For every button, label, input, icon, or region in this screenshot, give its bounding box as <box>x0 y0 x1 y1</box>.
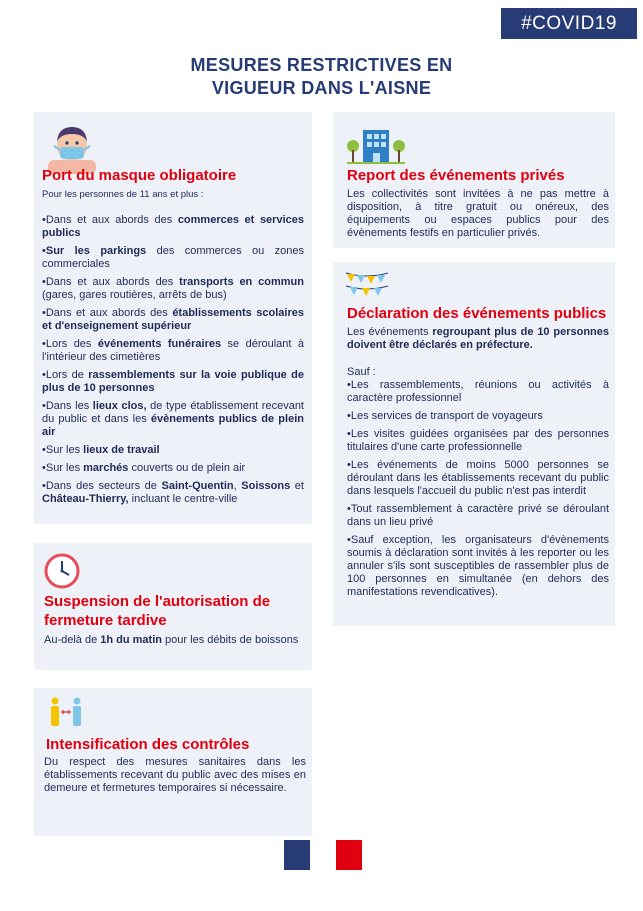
logo-blue-band <box>284 840 310 870</box>
list-item: • Sur les marchés couverts ou de plein air <box>42 462 304 475</box>
public-events-card <box>333 262 615 626</box>
controls-card <box>34 688 312 836</box>
list-item: • Les événements de moins 5000 personnes se déroulant dans les établissements recevant du public dans lesquels l'accueil du public n'est pas interdit <box>347 459 609 498</box>
closing-card <box>34 543 312 670</box>
list-item: • Tout rassemblement à caractère privé se déroulant dans un lieu privé <box>347 503 609 529</box>
list-item: • Lors des événements funéraires se déroulant à l'intérieur des cimetières <box>42 338 304 364</box>
list-item: • Les visites guidées organisées par des personnes titulaires d'une carte professionnelle <box>347 428 609 454</box>
logo-white-band <box>310 840 336 870</box>
clock-icon <box>44 553 80 589</box>
mask-list <box>42 214 304 511</box>
page-title <box>0 54 643 100</box>
controls-text: Du respect des mesures sanitaires dans les établissements recevant du public avec des mises en demeure et fermetures temporaires si nécessaire. <box>44 756 306 794</box>
list-item: • Sur les lieux de travail <box>42 444 304 457</box>
list-item: • Dans et aux abords des établissements scolaires et d'enseignement supérieur <box>42 307 304 333</box>
page-title-line2: VIGUEUR DANS L'AISNE <box>211 78 432 98</box>
mask-title: Port du masque obligatoire <box>42 167 237 184</box>
controls-title: Intensification des contrôles <box>46 736 250 753</box>
distancing-icon <box>48 696 84 728</box>
list-item: • Les rassemblements, réunions ou activités à caractère professionnel <box>347 379 609 405</box>
covid19-tag: #COVID19 <box>501 8 637 39</box>
bunting-icon <box>345 270 389 298</box>
public-events-sauf: Sauf : <box>347 366 376 378</box>
list-item: • Les services de transport de voyageurs <box>347 410 609 423</box>
building-icon <box>345 126 407 164</box>
list-item: • Dans et aux abords des commerces et services publics <box>42 214 304 240</box>
list-item: • Dans et aux abords des transports en commun (gares, gares routières, arrêts de bus) <box>42 276 304 302</box>
page-title-line1: MESURES RESTRICTIVES EN <box>190 55 453 75</box>
closing-title: Suspension de l'autorisation de fermeture tardive <box>44 593 271 629</box>
logo-red-band <box>336 840 362 870</box>
private-events-card <box>333 112 615 248</box>
private-events-text: Les collectivités sont invitées à ne pas mettre à disposition, à titre gratuit ou onéreux, des équipements ou espaces publics pour des évènements festifs en particulier privés. <box>347 188 609 239</box>
closing-text: Au-delà de 1h du matin pour les débits de boissons <box>44 634 299 646</box>
public-events-intro: Les événements regroupant plus de 10 personnes doivent être déclarés en préfecture. <box>347 326 610 351</box>
public-events-list <box>347 379 609 604</box>
list-item: • Sauf exception, les organisateurs d'évènements soumis à déclaration sont invités à les reporter ou les annuler s'ils sont susceptibles de rassembler plus de 100 personnes en simultanée (en dehors des manifestations revendicatives). <box>347 534 609 599</box>
list-item: • Sur les parkings des commerces ou zones commerciales <box>42 245 304 271</box>
list-item: • Dans des secteurs de Saint-Quentin, Soissons et Château-Thierry, incluant le centre-ville <box>42 480 304 506</box>
public-events-title: Déclaration des événements publics <box>347 305 607 322</box>
list-item: • Dans les lieux clos, de type établissement recevant du public et dans les évènements publics de plein air <box>42 400 304 439</box>
list-item: • Lors de rassemblements sur la voie publique de plus de 10 personnes <box>42 369 304 395</box>
private-events-title: Report des événements privés <box>347 167 565 184</box>
marianne-logo <box>284 840 362 870</box>
mask-card <box>34 112 312 524</box>
mask-subtitle: Pour les personnes de 11 ans et plus : <box>42 189 204 200</box>
